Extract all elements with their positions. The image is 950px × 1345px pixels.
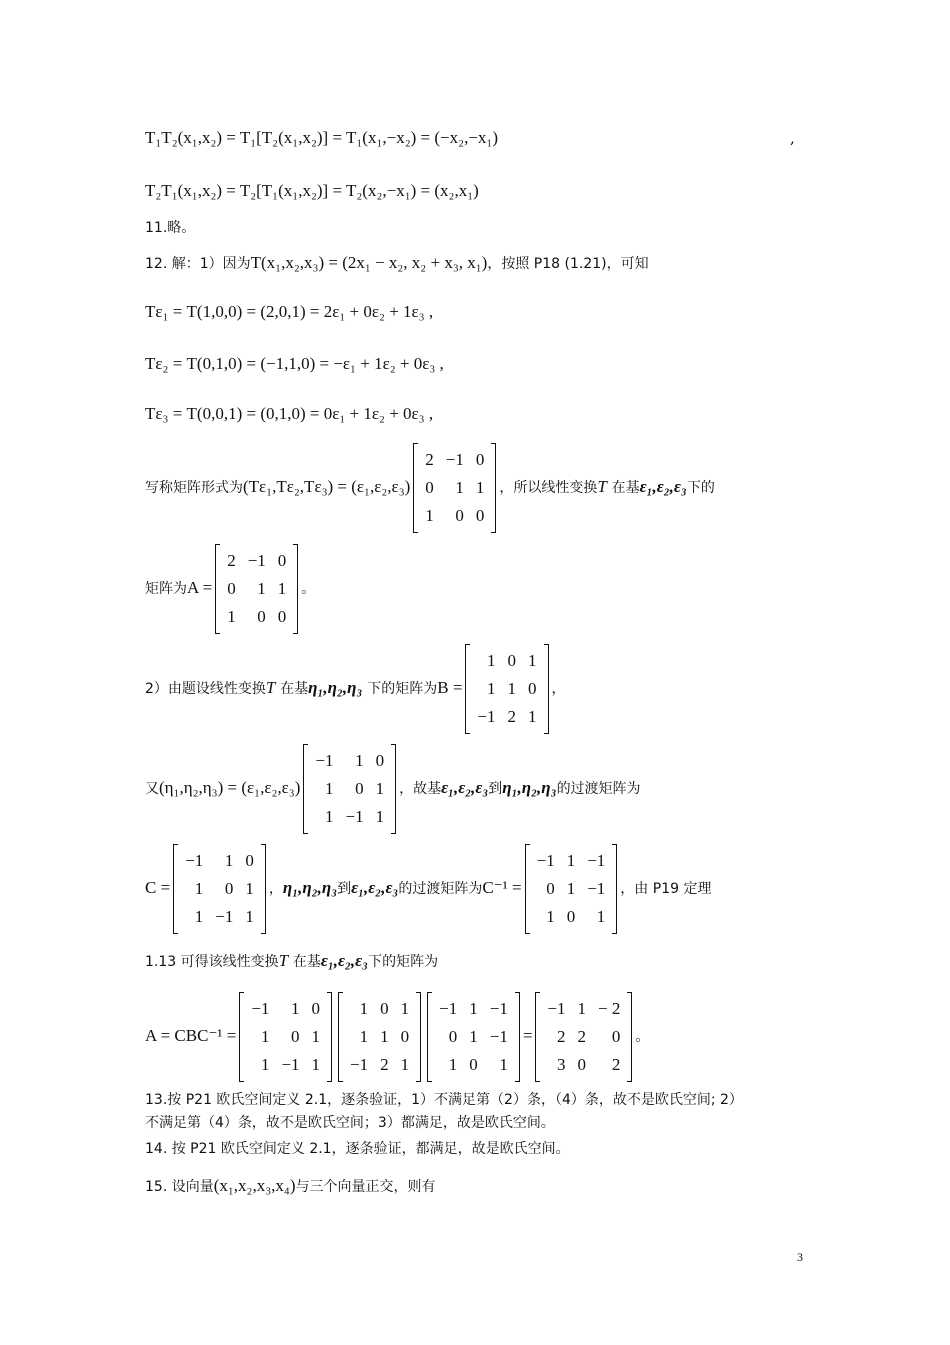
matrix-cell: −1 (489, 999, 508, 1018)
matrix-cell: 0 (375, 751, 385, 770)
matrix-cell: 0 (227, 579, 236, 598)
matrix-cell: 2 (507, 707, 517, 726)
matrix-cell: 1 (311, 1055, 321, 1074)
matrix-row (419, 446, 490, 474)
matrix-Cinv-product (427, 993, 520, 1081)
matrix-cell: 1 (194, 879, 204, 898)
matrix-row (541, 1023, 626, 1051)
text: ，按照 P18 (1.21)，可知 (487, 256, 649, 272)
matrix-cell: 1 (375, 807, 385, 826)
math: B = (437, 678, 463, 697)
equation-t-eps1: Tε₁ = T(1,0,0) = (2,0,1) = 2ε₁ + 0ε₂ + 1ε₃ , (145, 302, 434, 321)
matrix-form-line (145, 444, 715, 532)
math-basis: η₁,η₂,η₃ (308, 678, 363, 697)
text: 15. 设向量 (145, 1179, 214, 1195)
matrix-C-product (239, 993, 332, 1081)
matrix-cell: −1 (350, 1055, 369, 1074)
matrix-cell: 2 (557, 1027, 566, 1046)
matrix-A (215, 545, 298, 633)
matrix-row (541, 1051, 626, 1079)
equation-t2t1: T₂T₁(x₁,x₂) = T₂[T₁(x₁,x₂)] = T₂(x₂,−x₁) = (x₂,x₁) (145, 181, 479, 200)
matrix-cell: 1 (311, 1027, 321, 1046)
matrix-cell: 0 (425, 478, 434, 497)
item-14: 14. 按 P21 欧氏空间定义 2.1，逐条验证，都满足，故是欧氏空间。 (145, 1141, 570, 1157)
matrix-cell: 0 (245, 851, 254, 870)
math-T: T (278, 951, 289, 970)
matrix-cell: 1 (245, 879, 254, 898)
text: 在基 (280, 681, 309, 697)
matrix-cell: 0 (448, 1027, 458, 1046)
matrix-cell: 0 (277, 607, 287, 626)
text: 下的矩阵为 (368, 954, 439, 970)
math-basis: ε₁,ε₂,ε₃ (351, 878, 399, 897)
matrix-C-line (145, 845, 711, 933)
text: 的过渡矩阵为 (556, 781, 641, 797)
matrix-cell: −1 (185, 851, 204, 870)
matrix-cell: 1 (324, 807, 334, 826)
matrix-row (531, 875, 612, 903)
matrix-cell: 0 (311, 999, 321, 1018)
text: 下的 (686, 480, 715, 496)
text: 矩阵为 (145, 581, 187, 597)
matrix-cell: 1 (546, 907, 555, 926)
trailing-comma: , (790, 129, 795, 147)
matrix-cell: 1 (469, 999, 478, 1018)
text: 12. 解：1）因为 (145, 256, 251, 272)
matrix-cell: 1 (475, 478, 485, 497)
text: 下的矩阵为 (367, 681, 438, 697)
matrix-C-first (303, 745, 396, 833)
text: 到 (488, 781, 503, 797)
matrix-cell: 1 (566, 879, 576, 898)
matrix-cell: 2 (425, 450, 434, 469)
matrix-cell: −1 (536, 851, 555, 870)
matrix-cell: 1 (487, 679, 496, 698)
matrix-cell: 1 (260, 1055, 270, 1074)
matrix-cell: 1 (507, 679, 517, 698)
matrix-C-inverse (525, 845, 618, 933)
math-basis: ε₁,ε₂,ε₃ (320, 951, 369, 970)
matrix-cell: 1 (291, 999, 300, 1018)
matrix-row (221, 547, 292, 575)
matrix-cell: 2 (380, 1055, 389, 1074)
matrix-cell: 0 (577, 1055, 587, 1074)
math-basis: η₁,η₂,η₃ (502, 778, 557, 797)
text: 。 (635, 1029, 650, 1045)
math: (Tε₁,Tε₂,Tε₃) = (ε₁,ε₂,ε₃) (243, 477, 411, 496)
matrix-cell: 1 (194, 907, 204, 926)
text: 到 (337, 881, 352, 897)
matrix-cell: 0 (400, 1027, 410, 1046)
matrix-cell: 0 (224, 879, 234, 898)
matrix-cell: 3 (557, 1055, 566, 1074)
product-line (145, 993, 649, 1081)
matrix-row (433, 995, 514, 1023)
matrix-row (433, 1051, 514, 1079)
matrix-cell: 1 (528, 651, 537, 670)
matrix-cell: −1 (477, 707, 496, 726)
matrix-cell: 2 (611, 1055, 621, 1074)
matrix-cell: 0 (528, 679, 537, 698)
math: C⁻¹ = (482, 878, 522, 897)
matrix-cell: 1 (448, 1055, 458, 1074)
matrix-cell: 1 (227, 607, 236, 626)
math: A = CBC⁻¹ = (145, 1026, 237, 1045)
item-11: 11.略。 (145, 220, 196, 236)
matrix-row (221, 603, 292, 631)
matrix-cell: 1 (359, 999, 369, 1018)
matrix-cell: 0 (546, 879, 555, 898)
matrix-cell: 1 (577, 999, 587, 1018)
text: ， (268, 881, 283, 897)
matrix-cell: 1 (375, 779, 385, 798)
matrix-row (344, 1051, 415, 1079)
matrix-row (179, 847, 260, 875)
matrix-cell: 1 (425, 506, 434, 525)
matrix-row (471, 675, 542, 703)
matrix-cell: −1 (251, 999, 270, 1018)
matrix-row (471, 703, 542, 731)
matrix-row (344, 995, 415, 1023)
text: 。 (301, 581, 316, 597)
item-13-line1: 13.按 P21 欧氏空间定义 2.1，逐条验证，1）不满足第（2）条，（4）条，故不是欧氏空间; 2） (145, 1092, 743, 1108)
matrix-row (221, 575, 292, 603)
matrix-row (245, 995, 326, 1023)
math-basis: ε₁,ε₂,ε₃ (441, 778, 489, 797)
matrix-row (309, 747, 390, 775)
text: 在基 (292, 954, 321, 970)
math: (η₁,η₂,η₃) = (ε₁,ε₂,ε₃) (159, 778, 301, 797)
matrix-cell: 0 (507, 651, 517, 670)
matrix-row (309, 803, 390, 831)
matrix-row (179, 903, 260, 931)
matrix-cell: 0 (475, 506, 485, 525)
matrix-cell: 1 (224, 851, 234, 870)
matrix-cell: −1 (587, 879, 606, 898)
matrix-cell: 1 (487, 651, 496, 670)
matrix-cell: 1 (400, 1055, 410, 1074)
math: C = (145, 878, 171, 897)
matrix-row (309, 775, 390, 803)
matrix-cell: −1 (587, 851, 606, 870)
item-12-intro (145, 253, 649, 274)
matrix-cell: − 2 (598, 999, 621, 1018)
matrix-cell: 1 (455, 478, 464, 497)
math-basis: η₁,η₂,η₃ (282, 878, 338, 897)
matrix-cell: 1 (380, 1027, 389, 1046)
text: ，所以线性变换 (499, 480, 598, 496)
matrix-cell: 1 (245, 907, 254, 926)
matrix-cell: −1 (315, 751, 334, 770)
text: 2）由题设线性变换 (145, 681, 266, 697)
transition-line (145, 745, 641, 833)
matrix-cell: 1 (566, 851, 576, 870)
matrix-cell: 0 (611, 1027, 621, 1046)
matrix-cell: 0 (380, 999, 389, 1018)
text: 1.13 可得该线性变换 (145, 954, 279, 970)
matrix-cell: −1 (439, 999, 458, 1018)
matrix-cell: 0 (355, 779, 364, 798)
matrix-row (531, 903, 612, 931)
matrix-cell: 0 (475, 450, 485, 469)
matrix-cell: 0 (257, 607, 266, 626)
matrix-B-line (145, 645, 566, 733)
matrix-cell: 1 (528, 707, 537, 726)
matrix-row (471, 647, 542, 675)
matrix-cell: 0 (291, 1027, 300, 1046)
text: ，故基 (399, 781, 442, 797)
matrix-cell: 2 (577, 1027, 587, 1046)
page-number: 3 (797, 1250, 803, 1264)
text: ， (551, 681, 566, 697)
text: 写称矩阵形式为 (145, 480, 243, 496)
equation-t-eps3: Tε₃ = T(0,0,1) = (0,1,0) = 0ε₁ + 1ε₂ + 0ε₃ , (145, 404, 434, 423)
matrix-cell: −1 (247, 551, 266, 570)
matrix-row (179, 875, 260, 903)
matrix-A-first (413, 444, 496, 532)
equation-t1t2: T₁T₂(x₁,x₂) = T₁[T₂(x₁,x₂)] = T₁(x₁,−x₂) = (−x₂,−x₁) (145, 128, 498, 147)
matrix-row (419, 502, 490, 530)
matrix-B (465, 645, 548, 733)
matrix-row (419, 474, 490, 502)
equation-t-eps2: Tε₂ = T(0,1,0) = (−1,1,0) = −ε₁ + 1ε₂ + 0ε₃ , (145, 354, 444, 373)
item-15 (145, 1176, 436, 1197)
math-eq: = (522, 1026, 533, 1045)
matrix-cell: 0 (455, 506, 464, 525)
matrix-cell: 1 (277, 579, 287, 598)
matrix-cell: 1 (400, 999, 410, 1018)
matrix-cell: 1 (359, 1027, 369, 1046)
math: A = (187, 578, 213, 597)
text: 与三个向量正交，则有 (295, 1179, 436, 1195)
text: 的过渡矩阵为 (398, 881, 483, 897)
matrix-cell: −1 (215, 907, 234, 926)
math-T: T (265, 678, 276, 697)
matrix-row (245, 1023, 326, 1051)
matrix-row (433, 1023, 514, 1051)
matrix-cell: −1 (489, 1027, 508, 1046)
item-13-line2: 不满足第（4）条，故不是欧氏空间；3）都满足，故是欧氏空间。 (145, 1115, 555, 1131)
matrix-cell: 2 (227, 551, 236, 570)
math-basis: ε₁,ε₂,ε₃ (639, 477, 687, 496)
matrix-cell: 1 (324, 779, 334, 798)
math-vector: (x₁,x₂,x₃,x₄) (213, 1176, 296, 1195)
matrix-cell: 1 (499, 1055, 508, 1074)
matrix-cell: 0 (469, 1055, 478, 1074)
matrix-cell: 1 (469, 1027, 478, 1046)
text: 又 (145, 781, 159, 797)
matrix-cell: −1 (281, 1055, 300, 1074)
matrix-row (531, 847, 612, 875)
math-transform-def: T(x₁,x₂,x₃) = (2x₁ − x₂, x₂ + x₃, x₁) (250, 253, 488, 272)
matrix-cell: 1 (260, 1027, 270, 1046)
matrix-cell: 0 (566, 907, 576, 926)
matrix-cell: −1 (345, 807, 364, 826)
text: ，由 P19 定理 (620, 881, 712, 897)
matrix-result (535, 993, 632, 1081)
matrix-cell: 1 (596, 907, 606, 926)
matrix-row (245, 1051, 326, 1079)
matrix-cell: 0 (277, 551, 287, 570)
text: 在基 (611, 480, 640, 496)
theorem-line (145, 951, 438, 972)
matrix-row (541, 995, 626, 1023)
math-T: T (597, 477, 607, 496)
matrix-C (173, 845, 266, 933)
matrix-cell: 1 (257, 579, 266, 598)
matrix-A-line (145, 545, 315, 633)
matrix-cell: −1 (547, 999, 566, 1018)
matrix-cell: −1 (445, 450, 464, 469)
matrix-cell: 1 (355, 751, 364, 770)
matrix-B-product (338, 993, 421, 1081)
matrix-row (344, 1023, 415, 1051)
